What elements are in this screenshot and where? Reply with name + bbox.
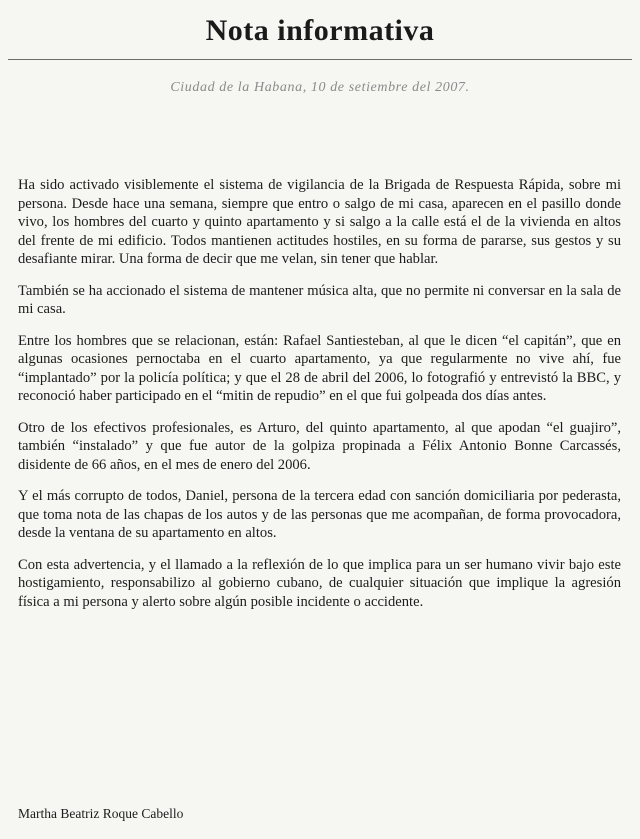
dateline: Ciudad de la Habana, 10 de setiembre del 2007. [170,80,470,95]
title-divider [8,59,632,60]
document-body [18,176,621,624]
paragraph-2: También se ha accionado el sistema de mantener música alta, que no permite ni conversar en la sala de mi casa. [18,282,621,317]
signature: Martha Beatriz Roque Cabello [18,806,184,821]
paragraph-5: Y el más corrupto de todos, Daniel, persona de la tercera edad con sanción domiciliaria por pederasta, que toma nota de las chapas de los autos y de las personas que me acompañan, de forma provocadora, desde la ventana de su apartamento en altos. [18,488,621,541]
paragraph-1: Ha sido activado visiblemente el sistema de vigilancia de la Brigada de Respuesta Rápida, sobre mi persona. Desde hace una semana, siempre que entro o salgo de mi casa, aparecen en el pasillo donde vivo, los hombres del cuarto y quinto apartamento y si salgo a la calle está el de la vivienda en altos del frente de mi edificio. Todos mantienen actitudes hostiles, en su forma de pararse, sus gestos y su desafiante mirar. Una forma de decir que me velan, sin tener que hablar. [18,177,621,267]
paragraph-6: Con esta advertencia, y el llamado a la reflexión de lo que implica para un ser humano vivir bajo este hostigamiento, responsabilizo al gobierno cubano, de cualquier situación que implique la agresión física a mi persona y alerto sobre algún posible incidente o accidente. [18,556,621,610]
paragraph-4: Otro de los efectivos profesionales, es Arturo, del quinto apartamento, al que apodan “el guajiro”, también “instalado” y que fue autor de la golpiza propinada a Félix Antonio Bonne Carcassés, disidente de 66 años, en el mes de enero del 2006. [18,419,621,473]
paragraph-3: Entre los hombres que se relacionan, están: Rafael Santiesteban, al que le dicen “el capitán”, que en algunas ocasiones pernoctaba en el cuarto apartamento, ya que regularmente no vive ahí, fue “implantado” por la policía política; y que el 28 de abril del 2006, lo fotografió y entrevistó la BBC, y reconoció haber participado en el “mitin de repudio” en el que fui golpeada dos días antes. [18,332,621,404]
document-title: Nota informativa [205,14,435,47]
